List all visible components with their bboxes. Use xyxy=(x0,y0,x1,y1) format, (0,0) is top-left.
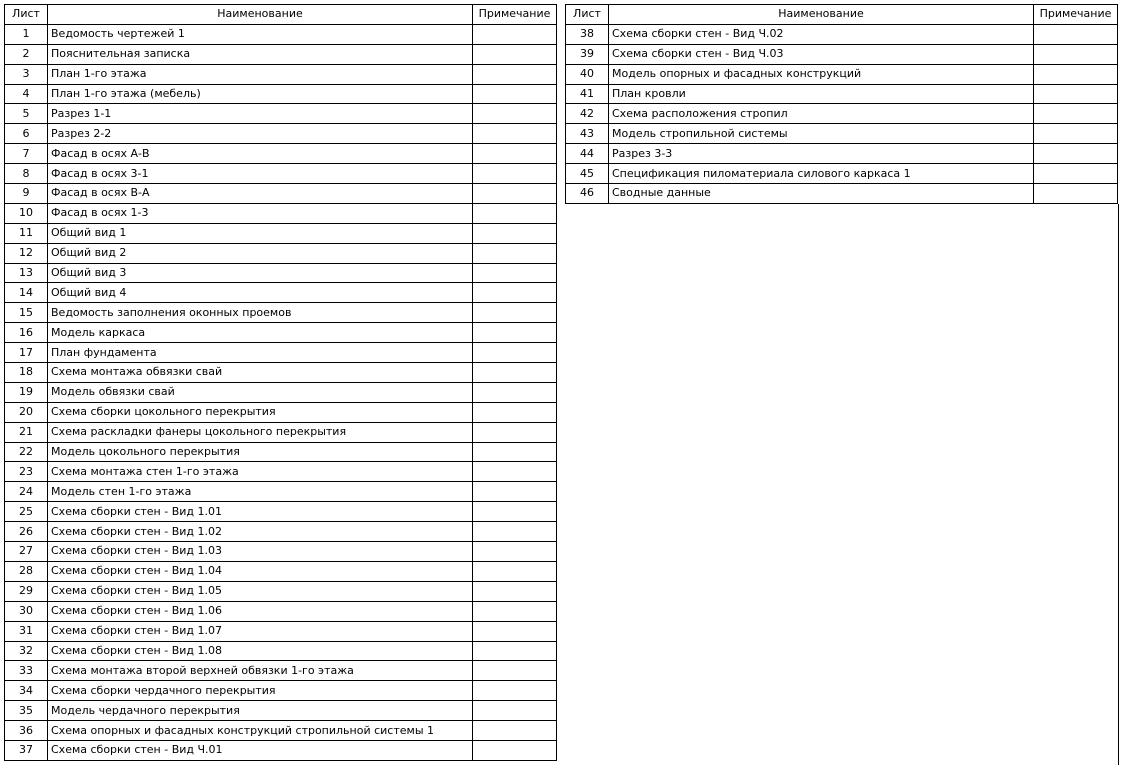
sheet-note-cell xyxy=(473,124,557,144)
sheet-note-cell xyxy=(473,363,557,383)
sheet-note-cell xyxy=(473,740,557,760)
sheet-number-cell: 9 xyxy=(5,184,48,204)
sheet-name-cell: Модель каркаса xyxy=(48,323,473,343)
sheet-note-cell xyxy=(473,561,557,581)
sheet-note-cell xyxy=(473,184,557,204)
sheet-note-cell xyxy=(473,44,557,64)
table-row xyxy=(566,104,1118,124)
sheet-number-cell: 30 xyxy=(5,601,48,621)
sheet-note-cell xyxy=(1034,104,1118,124)
table-row xyxy=(566,44,1118,64)
sheet-note-cell xyxy=(473,263,557,283)
sheet-number-cell: 11 xyxy=(5,223,48,243)
table-row xyxy=(5,482,557,502)
table-row xyxy=(5,64,557,84)
sheet-name-cell: Разрез 2-2 xyxy=(48,124,473,144)
table-row xyxy=(5,223,557,243)
table-row xyxy=(5,44,557,64)
table-row xyxy=(5,701,557,721)
table-row xyxy=(566,64,1118,84)
sheet-number-cell: 10 xyxy=(5,203,48,223)
sheet-number-cell: 2 xyxy=(5,44,48,64)
sheet-note-cell xyxy=(473,323,557,343)
table-row xyxy=(5,84,557,104)
sheet-note-cell xyxy=(1034,84,1118,104)
sheet-name-cell: Фасад в осях В-А xyxy=(48,184,473,204)
sheet-note-cell xyxy=(1034,184,1118,204)
sheet-number-cell: 15 xyxy=(5,303,48,323)
table-row xyxy=(5,402,557,422)
sheet-note-cell xyxy=(473,422,557,442)
table-row xyxy=(5,243,557,263)
table-row xyxy=(5,561,557,581)
sheet-note-cell xyxy=(1034,64,1118,84)
sheet-note-cell xyxy=(473,462,557,482)
sheet-number-cell: 33 xyxy=(5,661,48,681)
table-row xyxy=(566,124,1118,144)
sheet-number-cell: 19 xyxy=(5,382,48,402)
sheet-name-cell: Схема сборки цокольного перекрытия xyxy=(48,402,473,422)
sheet-note-cell xyxy=(473,502,557,522)
table-row xyxy=(5,343,557,363)
sheet-number-cell: 46 xyxy=(566,184,609,204)
table-header-row xyxy=(566,5,1118,25)
sheet-number-cell: 24 xyxy=(5,482,48,502)
sheet-name-cell: Пояснительная записка xyxy=(48,44,473,64)
table-row xyxy=(5,303,557,323)
sheet-name-cell: Схема сборки стен - Вид Ч.02 xyxy=(609,24,1034,44)
table-row xyxy=(5,681,557,701)
sheet-number-cell: 32 xyxy=(5,641,48,661)
table-row xyxy=(5,522,557,542)
sheet-name-cell: Общий вид 4 xyxy=(48,283,473,303)
table-row xyxy=(5,621,557,641)
sheet-note-cell xyxy=(473,243,557,263)
sheet-number-cell: 5 xyxy=(5,104,48,124)
sheet-name-cell: Сводные данные xyxy=(609,184,1034,204)
sheet-note-cell xyxy=(473,223,557,243)
sheet-number-cell: 23 xyxy=(5,462,48,482)
table-row xyxy=(5,502,557,522)
table-row xyxy=(5,144,557,164)
table-row xyxy=(5,442,557,462)
header-note: Примечание xyxy=(1034,5,1118,25)
sheet-number-cell: 13 xyxy=(5,263,48,283)
sheet-name-cell: Схема сборки стен - Вид 1.01 xyxy=(48,502,473,522)
sheet-name-cell: План 1-го этажа xyxy=(48,64,473,84)
table-row xyxy=(5,323,557,343)
sheet-note-cell xyxy=(473,522,557,542)
sheet-number-cell: 27 xyxy=(5,542,48,562)
sheet-name-cell: Общий вид 2 xyxy=(48,243,473,263)
sheet-note-cell xyxy=(473,144,557,164)
sheet-number-cell: 1 xyxy=(5,24,48,44)
sheet-number-cell: 37 xyxy=(5,740,48,760)
sheet-number-cell: 17 xyxy=(5,343,48,363)
table-row xyxy=(566,24,1118,44)
sheet-note-cell xyxy=(473,621,557,641)
table-row xyxy=(566,184,1118,204)
header-name: Наименование xyxy=(48,5,473,25)
sheet-name-cell: Ведомость чертежей 1 xyxy=(48,24,473,44)
sheet-note-cell xyxy=(473,104,557,124)
sheet-number-cell: 12 xyxy=(5,243,48,263)
sheet-name-cell: Модель стропильной системы xyxy=(609,124,1034,144)
table-row xyxy=(5,203,557,223)
header-name: Наименование xyxy=(609,5,1034,25)
sheet-name-cell: Ведомость заполнения оконных проемов xyxy=(48,303,473,323)
sheet-name-cell: Модель обвязки свай xyxy=(48,382,473,402)
sheet-number-cell: 18 xyxy=(5,363,48,383)
sheet-name-cell: Схема расположения стропил xyxy=(609,104,1034,124)
sheet-note-cell xyxy=(473,402,557,422)
drawing-list-table-left xyxy=(4,4,557,761)
table-header-row xyxy=(5,5,557,25)
sheet-name-cell: Схема монтажа второй верхней обвязки 1-го этажа xyxy=(48,661,473,681)
sheet-name-cell: Схема сборки стен - Вид 1.08 xyxy=(48,641,473,661)
sheet-name-cell: Схема монтажа обвязки свай xyxy=(48,363,473,383)
sheet-name-cell: Схема опорных и фасадных конструкций стропильной системы 1 xyxy=(48,721,473,741)
sheet-note-cell xyxy=(473,482,557,502)
table-row xyxy=(5,24,557,44)
sheet-name-cell: Модель опорных и фасадных конструкций xyxy=(609,64,1034,84)
sheet-note-cell xyxy=(473,641,557,661)
table-row xyxy=(5,363,557,383)
sheet-note-cell xyxy=(473,721,557,741)
drawing-list-table-right xyxy=(565,4,1118,204)
sheet-name-cell: Схема раскладки фанеры цокольного перекрытия xyxy=(48,422,473,442)
sheet-number-cell: 28 xyxy=(5,561,48,581)
sheet-note-cell xyxy=(1034,44,1118,64)
sheet-number-cell: 7 xyxy=(5,144,48,164)
sheet-name-cell: План кровли xyxy=(609,84,1034,104)
sheet-name-cell: Фасад в осях А-В xyxy=(48,144,473,164)
sheet-note-cell xyxy=(473,382,557,402)
sheet-note-cell xyxy=(473,542,557,562)
sheet-number-cell: 29 xyxy=(5,581,48,601)
table-right-border-line xyxy=(1118,204,1119,765)
sheet-name-cell: Схема сборки стен - Вид 1.04 xyxy=(48,561,473,581)
sheet-number-cell: 21 xyxy=(5,422,48,442)
table-row xyxy=(5,740,557,760)
sheet-note-cell xyxy=(473,343,557,363)
table-row xyxy=(5,382,557,402)
sheet-name-cell: Модель цокольного перекрытия xyxy=(48,442,473,462)
table-row xyxy=(5,462,557,482)
table-row xyxy=(5,721,557,741)
sheet-number-cell: 26 xyxy=(5,522,48,542)
sheet-number-cell: 31 xyxy=(5,621,48,641)
sheet-number-cell: 14 xyxy=(5,283,48,303)
table-row xyxy=(5,601,557,621)
sheet-number-cell: 34 xyxy=(5,681,48,701)
sheet-number-cell: 39 xyxy=(566,44,609,64)
sheet-number-cell: 25 xyxy=(5,502,48,522)
sheet-name-cell: Схема сборки стен - Вид 1.02 xyxy=(48,522,473,542)
table-row xyxy=(5,124,557,144)
table-row xyxy=(5,641,557,661)
sheet-number-cell: 4 xyxy=(5,84,48,104)
sheet-name-cell: Модель чердачного перекрытия xyxy=(48,701,473,721)
sheet-number-cell: 42 xyxy=(566,104,609,124)
sheet-name-cell: Схема монтажа стен 1-го этажа xyxy=(48,462,473,482)
sheet-note-cell xyxy=(473,64,557,84)
table-row xyxy=(566,144,1118,164)
sheet-note-cell xyxy=(1034,24,1118,44)
sheet-name-cell: Спецификация пиломатериала силового каркаса 1 xyxy=(609,164,1034,184)
sheet-number-cell: 44 xyxy=(566,144,609,164)
sheet-number-cell: 40 xyxy=(566,64,609,84)
table-row xyxy=(5,263,557,283)
sheet-number-cell: 43 xyxy=(566,124,609,144)
header-sheet: Лист xyxy=(5,5,48,25)
sheet-name-cell: Фасад в осях 1-3 xyxy=(48,203,473,223)
table-row xyxy=(5,164,557,184)
sheet-number-cell: 6 xyxy=(5,124,48,144)
sheet-name-cell: Фасад в осях 3-1 xyxy=(48,164,473,184)
sheet-name-cell: Общий вид 1 xyxy=(48,223,473,243)
table-row xyxy=(5,422,557,442)
sheet-name-cell: Схема сборки стен - Вид 1.07 xyxy=(48,621,473,641)
sheet-note-cell xyxy=(473,661,557,681)
sheet-note-cell xyxy=(473,164,557,184)
sheet-number-cell: 41 xyxy=(566,84,609,104)
sheet-note-cell xyxy=(473,701,557,721)
sheet-note-cell xyxy=(473,681,557,701)
sheet-number-cell: 35 xyxy=(5,701,48,721)
table-row xyxy=(5,184,557,204)
sheet-note-cell xyxy=(473,601,557,621)
table-row xyxy=(5,542,557,562)
sheet-number-cell: 22 xyxy=(5,442,48,462)
sheet-name-cell: Модель стен 1-го этажа xyxy=(48,482,473,502)
sheet-name-cell: Схема сборки стен - Вид Ч.01 xyxy=(48,740,473,760)
sheet-number-cell: 3 xyxy=(5,64,48,84)
sheet-name-cell: Схема сборки стен - Вид 1.03 xyxy=(48,542,473,562)
sheet-note-cell xyxy=(473,84,557,104)
header-note: Примечание xyxy=(473,5,557,25)
sheet-note-cell xyxy=(473,442,557,462)
sheet-note-cell xyxy=(473,203,557,223)
sheet-note-cell xyxy=(1034,124,1118,144)
sheet-note-cell xyxy=(473,303,557,323)
table-row xyxy=(566,164,1118,184)
sheet-name-cell: Схема сборки чердачного перекрытия xyxy=(48,681,473,701)
sheet-name-cell: План 1-го этажа (мебель) xyxy=(48,84,473,104)
sheet-note-cell xyxy=(473,24,557,44)
sheet-number-cell: 36 xyxy=(5,721,48,741)
sheet-name-cell: Общий вид 3 xyxy=(48,263,473,283)
sheet-number-cell: 20 xyxy=(5,402,48,422)
sheet-name-cell: Схема сборки стен - Вид 1.05 xyxy=(48,581,473,601)
sheet-name-cell: Разрез 1-1 xyxy=(48,104,473,124)
sheet-note-cell xyxy=(473,581,557,601)
sheet-number-cell: 16 xyxy=(5,323,48,343)
table-row xyxy=(5,104,557,124)
table-row xyxy=(5,283,557,303)
sheet-number-cell: 8 xyxy=(5,164,48,184)
table-row xyxy=(5,661,557,681)
sheet-note-cell xyxy=(1034,164,1118,184)
table-row xyxy=(5,581,557,601)
sheet-note-cell xyxy=(1034,144,1118,164)
sheet-number-cell: 38 xyxy=(566,24,609,44)
sheet-name-cell: План фундамента xyxy=(48,343,473,363)
sheet-note-cell xyxy=(473,283,557,303)
sheet-name-cell: Схема сборки стен - Вид Ч.03 xyxy=(609,44,1034,64)
header-sheet: Лист xyxy=(566,5,609,25)
table-row xyxy=(566,84,1118,104)
sheet-name-cell: Разрез 3-3 xyxy=(609,144,1034,164)
sheet-number-cell: 45 xyxy=(566,164,609,184)
sheet-name-cell: Схема сборки стен - Вид 1.06 xyxy=(48,601,473,621)
